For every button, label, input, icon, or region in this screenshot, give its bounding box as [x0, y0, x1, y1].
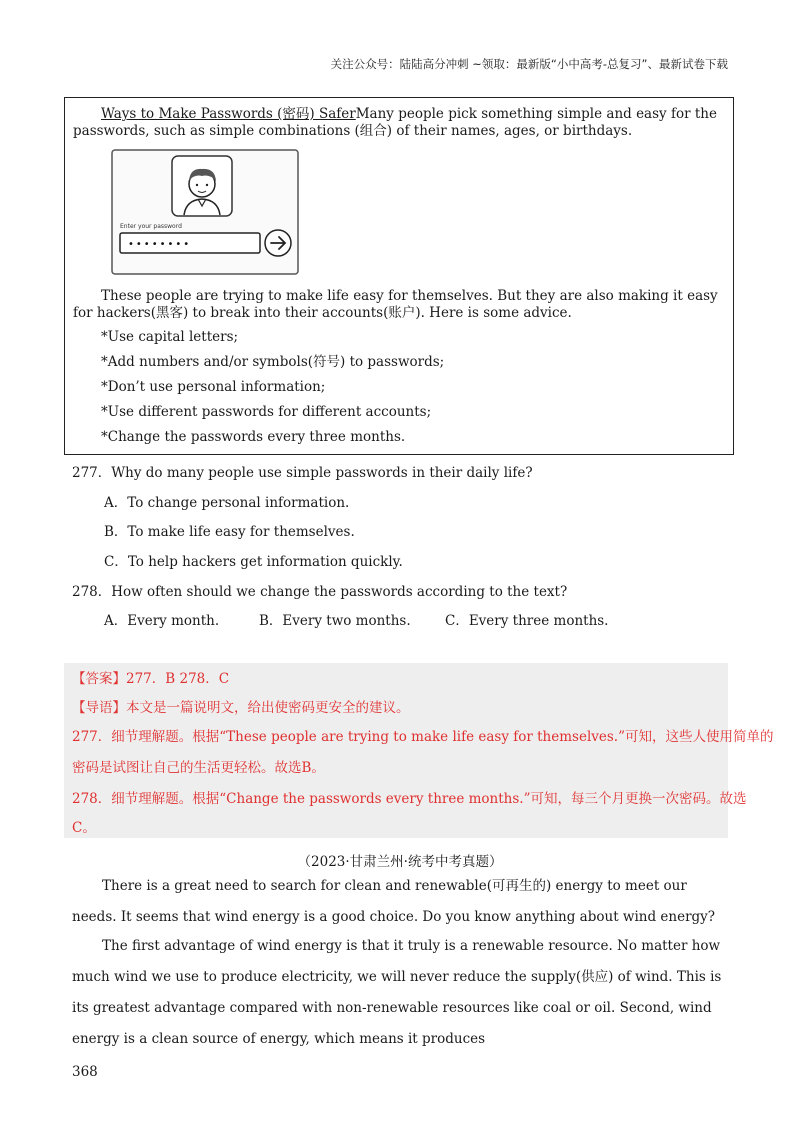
passage-intro — [73, 106, 725, 140]
page-number: 368 — [72, 1064, 98, 1080]
question-278: 278．How often should we change the passwords according to the text? — [72, 584, 568, 600]
question-277-option-a: A．To change personal information. — [104, 495, 350, 511]
question-277-option-b: B．To make life easy for themselves. — [104, 524, 355, 540]
password-label: Enter your password — [120, 223, 182, 230]
password-dots: •••••••• — [128, 239, 192, 250]
explanation-278-line-2: C。 — [72, 820, 96, 836]
password-illustration — [110, 148, 300, 276]
guide-text: 本文是一篇说明文，给出使密码更安全的建议。 — [126, 700, 410, 716]
answer-tag: 【答案】 — [72, 671, 126, 687]
question-278-option-b: B．Every two months. — [259, 613, 411, 629]
question-277: 277．Why do many people use simple passwords in their daily life? — [72, 465, 533, 481]
tip-1: *Use capital letters; — [101, 329, 239, 345]
answer-box — [64, 663, 774, 838]
passage-intro-text: Many people pick something simple and easy for the passwords, such as simple combinations (组合) of their names, ages, or birthdays. — [73, 106, 717, 139]
tip-5: *Change the passwords every three months. — [101, 429, 406, 445]
passage-title: Ways to Make Passwords (密码) Safer — [101, 106, 356, 122]
explanation-277-line-1: 277．细节理解题。根据“These people are trying to make life easy for themselves.”可知，这些人使用简单的 — [72, 729, 774, 745]
explanation-277-line-2: 密码是试图让自己的生活更轻松。故选B。 — [72, 760, 325, 776]
answer-line — [72, 667, 722, 687]
passage-box — [64, 97, 734, 455]
question-278-option-c: C．Every three months. — [445, 613, 609, 629]
source-line: （2023·甘肃兰州·统考中考真题） — [297, 854, 503, 870]
page-header: 关注公众号：陆陆高分冲刺 ~领取：最新版“小中高考-总复习”、最新试卷下载 — [330, 57, 728, 71]
guide-line — [72, 696, 722, 716]
tip-3: *Don’t use personal information; — [101, 379, 326, 395]
question-277-option-c: C．To help hackers get information quickly. — [104, 554, 403, 570]
explanation-278-line-1: 278．细节理解题。根据“Change the passwords every three months.”可知，每三个月更换一次密码。故选 — [72, 791, 747, 807]
question-278-option-a: A．Every month. — [104, 613, 220, 629]
tip-4: *Use different passwords for different accounts; — [101, 404, 432, 420]
passage-paragraph-2: These people are trying to make life easy for themselves. But they are also making it easy for hackers(黑客) to break into their accounts(账户). Here is some advice. — [73, 288, 718, 321]
arrow-right-icon — [265, 230, 291, 256]
reading-paragraph-2: The first advantage of wind energy is that it truly is a renewable resource. No matter how much wind we use to produce electricity, we will never reduce the supply(供应) of wind. This is its greatest advantage compared with non-renewable resources like coal or oil. Second, wind energy is a clean source of energy, which means it produces — [72, 938, 722, 1047]
answer-text: 277．B 278．C — [126, 671, 230, 687]
guide-tag: 【导语】 — [72, 700, 126, 716]
tip-2: *Add numbers and/or symbols(符号) to passwords; — [101, 354, 445, 370]
reading-paragraph-1: There is a great need to search for clean and renewable(可再生的) energy to meet our needs. It seems that wind energy is a good choice. Do you know anything about wind energy? — [72, 878, 716, 925]
